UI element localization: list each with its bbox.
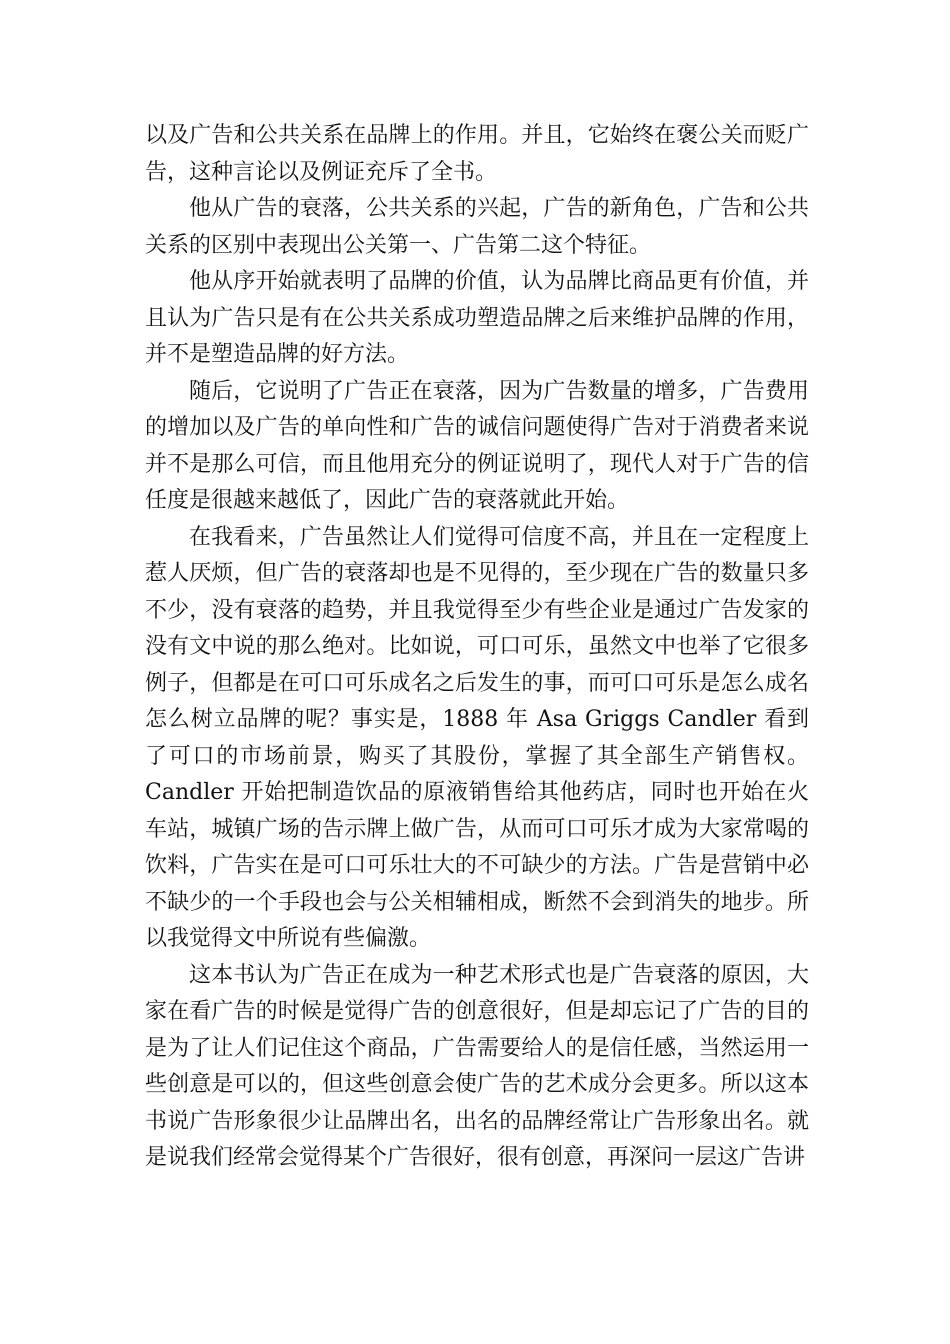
paragraph: 在我看来，广告虽然让人们觉得可信度不高，并且在一定程度上惹人厌烦，但广告的衰落却也是不见得的，至少现在广告的数量只多不少，没有衰落的趋势，并且我觉得至少有些企业是通过广告发家的没有文中说的那么绝对。比如说，可口可乐，虽然文中也举了它很多例子，但都是在可口可乐成名之后发生的事，而可口可乐是怎么成名怎么树立品牌的呢？事实是，1888 年 Asa Griggs Candler 看到了可口的市场前景，购买了其股份，掌握了其全部生产销售权。Candler 开始把制造饮品的原液销售给其他药店，同时也开始在火车站，城镇广场的告示牌上做广告，从而可口可乐才成为大家常喝的饮料，广告实在是可口可乐壮大的不可缺少的方法。广告是营销中必不缺少的一个手段也会与公关相辅相成，断然不会到消失的地步。所以我觉得文中所说有些偏激。 — [145, 524, 809, 951]
paragraph-continuation: 以及广告和公共关系在品牌上的作用。并且，它始终在褒公关而贬广告，这种言论以及例证充斥了全书。 — [145, 123, 809, 185]
paragraph: 他从广告的衰落，公共关系的兴起，广告的新角色，广告和公共关系的区别中表现出公关第一、广告第二这个特征。 — [145, 196, 809, 258]
paragraph: 这本书认为广告正在成为一种艺术形式也是广告衰落的原因，大家在看广告的时候是觉得广告的创意很好，但是却忘记了广告的目的是为了让人们记住这个商品，广告需要给人的是信任感，当然运用一些创意是可以的，但这些创意会使广告的艺术成分会更多。所以这本书说广告形象很少让品牌出名，出名的品牌经常让广告形象出名。就是说我们经常会觉得某个广告很好，很有创意，再深问一层这广告讲 — [145, 962, 809, 1170]
document-body — [145, 118, 809, 1177]
paragraph: 随后，它说明了广告正在衰落，因为广告数量的增多，广告费用的增加以及广告的单向性和广告的诚信问题使得广告对于消费者来说并不是那么可信，而且他用充分的例证说明了，现代人对于广告的信任度是很越来越低了，因此广告的衰落就此开始。 — [145, 378, 809, 513]
paragraph: 他从序开始就表明了品牌的价值，认为品牌比商品更有价值，并且认为广告只是有在公共关系成功塑造品牌之后来维护品牌的作用，并不是塑造品牌的好方法。 — [145, 269, 809, 367]
